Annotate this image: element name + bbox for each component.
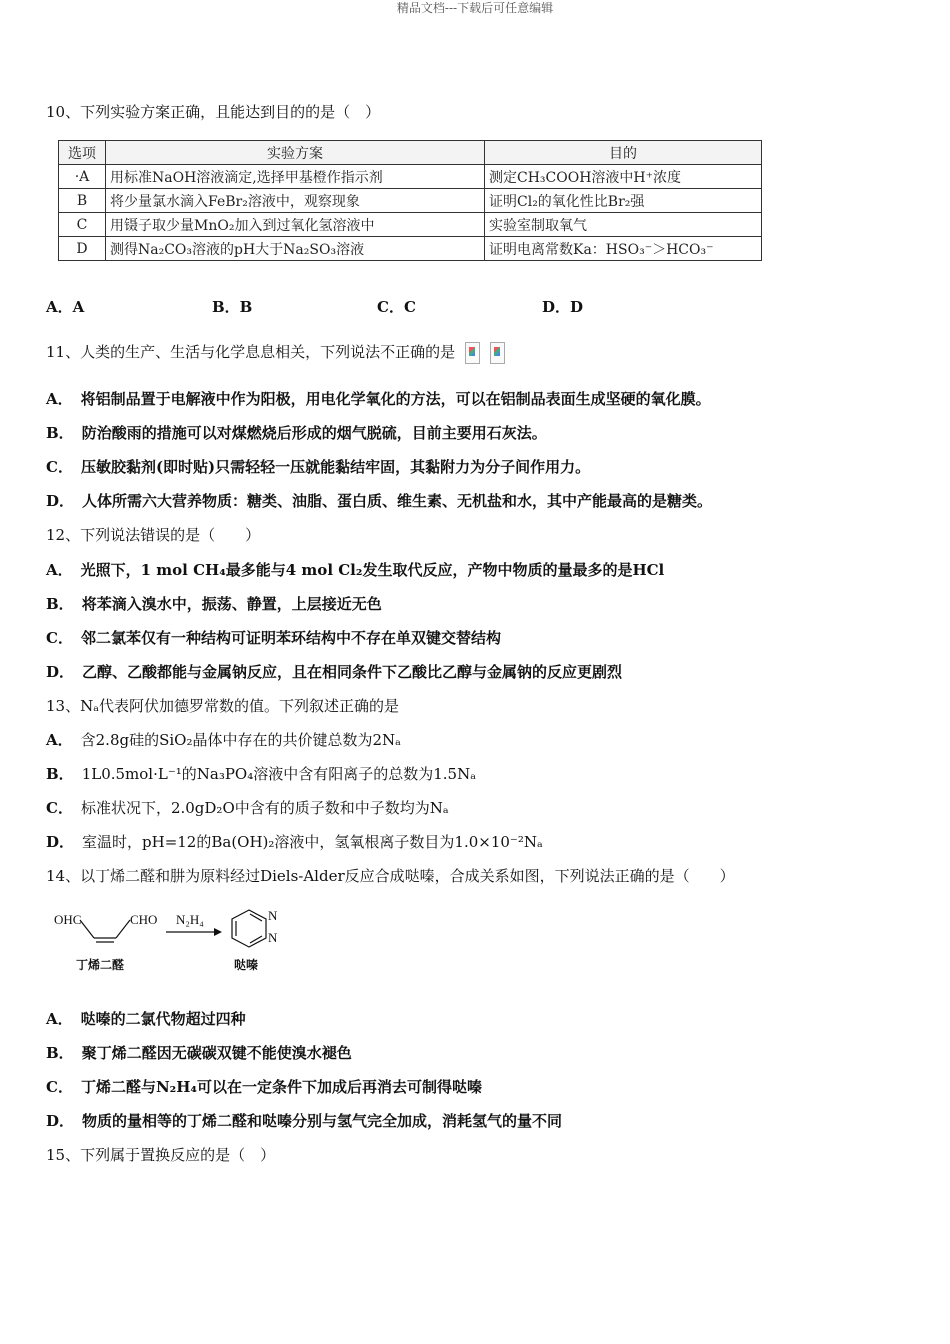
table-header-cell: 选项 — [59, 141, 106, 165]
option-label: C． — [46, 1078, 73, 1096]
option-label: D． — [46, 1112, 75, 1130]
q14-option-d — [46, 1111, 562, 1131]
option-label: D． — [46, 492, 75, 510]
q10-choice-c: C．C — [377, 298, 416, 316]
table-row — [59, 165, 762, 189]
option-text: 聚丁烯二醛因无碳碳双键不能使溴水褪色 — [81, 1044, 352, 1062]
table-cell: 证明电离常数Ka：HSO₃⁻＞HCO₃⁻ — [485, 237, 762, 261]
option-text: 人体所需六大营养物质：糖类、油脂、蛋白质、维生素、无机盐和水，其中产能最高的是糖类。 — [82, 492, 713, 510]
q12-stem: 12、下列说法错误的是（ ） — [46, 526, 261, 544]
q14-stem: 14、以丁烯二醛和肼为原料经过Diels-Alder反应合成哒嗪，合成关系如图，下列说法正确的是（ ） — [46, 867, 735, 885]
q14-option-a — [46, 1009, 246, 1029]
q11-stem-line — [46, 342, 505, 364]
q12-option-a — [46, 560, 664, 580]
option-text: 物质的量相等的丁烯二醛和哒嗪分别与氢气完全加成，消耗氢气的量不同 — [82, 1112, 563, 1130]
option-text: 室温时，pH=12的Ba(OH)₂溶液中，氢氧根离子数目为1.0×10⁻²Nₐ — [82, 833, 543, 851]
option-text: 含2.8g硅的SiO₂晶体中存在的共价键总数为2Nₐ — [80, 731, 401, 749]
reaction-diagram — [54, 900, 294, 960]
option-label: D． — [46, 833, 75, 851]
table-cell: 实验室制取氧气 — [485, 213, 762, 237]
reactant-name: 丁烯二醛 — [76, 958, 125, 972]
option-label: B． — [46, 424, 74, 442]
table-cell: 测得Na₂CO₃溶液的pH大于Na₂SO₃溶液 — [106, 237, 485, 261]
table-cell: 用镊子取少量MnO₂加入到过氧化氢溶液中 — [106, 213, 485, 237]
table-header-row — [59, 141, 762, 165]
option-text: 乙醇、乙酸都能与金属钠反应，且在相同条件下乙酸比乙醇与金属钠的反应更剧烈 — [82, 663, 623, 681]
option-label: A． — [46, 731, 73, 749]
q10-stem: 10、下列实验方案正确，且能达到目的的是（ ） — [46, 103, 381, 121]
option-label: B． — [46, 595, 74, 613]
q11-option-d — [46, 491, 712, 511]
table-row — [59, 189, 762, 213]
option-text: 邻二氯苯仅有一种结构可证明苯环结构中不存在单双键交替结构 — [80, 629, 501, 647]
product-name: 哒嗪 — [234, 958, 259, 972]
q15-stem: 15、下列属于置换反应的是（ ） — [46, 1146, 276, 1164]
q10-choice-a: A．A — [46, 298, 85, 316]
option-label: A． — [46, 390, 73, 408]
q11-option-b — [46, 423, 547, 443]
broken-image-icon — [490, 342, 505, 364]
option-label: C． — [46, 799, 73, 817]
q13-option-a — [46, 730, 401, 750]
q10-choice-d: D．D — [542, 298, 584, 316]
table-row — [59, 237, 762, 261]
q12-option-d — [46, 662, 622, 682]
q12-option-c — [46, 628, 501, 648]
q11-option-c — [46, 457, 590, 477]
table-cell: B — [59, 189, 106, 213]
option-text: 光照下，1 mol CH₄最多能与4 mol Cl₂发生取代反应，产物中物质的量最多的是HCl — [80, 561, 665, 579]
option-label: D． — [46, 663, 75, 681]
table-cell: 测定CH₃COOH溶液中H⁺浓度 — [485, 165, 762, 189]
q12-option-b — [46, 594, 382, 614]
table-header-cell: 目的 — [485, 141, 762, 165]
nitrogen-label: N — [268, 930, 278, 945]
q11-stem: 11、人类的生产、生活与化学息息相关，下列说法不正确的是 — [46, 343, 456, 361]
option-text: 1L0.5mol·L⁻¹的Na₃PO₄溶液中含有阳离子的总数为1.5Nₐ — [81, 765, 477, 783]
table-header-cell: 实验方案 — [106, 141, 485, 165]
table-cell: D — [59, 237, 106, 261]
option-label: C． — [46, 458, 73, 476]
q10-choice-b: B．B — [212, 298, 253, 316]
option-text: 压敏胶黏剂(即时贴)只需轻轻一压就能黏结牢固，其黏附力为分子间作用力。 — [80, 458, 591, 476]
q13-option-b — [46, 764, 476, 784]
table-cell: 证明Cl₂的氧化性比Br₂强 — [485, 189, 762, 213]
table-cell: ·A — [59, 165, 106, 189]
broken-image-icon — [465, 342, 480, 364]
option-text: 标准状况下，2.0gD₂O中含有的质子数和中子数均为Nₐ — [80, 799, 449, 817]
cho-label: CHO — [130, 912, 158, 927]
table-cell: 用标准NaOH溶液滴定,选择甲基橙作指示剂 — [106, 165, 485, 189]
table-cell: 将少量氯水滴入FeBr₂溶液中，观察现象 — [106, 189, 485, 213]
option-label: B． — [46, 1044, 74, 1062]
option-label: B． — [46, 765, 74, 783]
option-text: 丁烯二醛与N₂H₄可以在一定条件下加成后再消去可制得哒嗪 — [80, 1078, 482, 1096]
q11-option-a — [46, 389, 711, 409]
option-label: A． — [46, 1010, 73, 1028]
page-header: 精品文档---下载后可任意编辑 — [396, 1, 554, 15]
option-text: 将苯滴入溴水中，振荡、静置，上层接近无色 — [81, 595, 382, 613]
table-row — [59, 213, 762, 237]
reaction-scheme — [54, 900, 294, 980]
q14-option-c — [46, 1077, 482, 1097]
q13-option-d — [46, 832, 543, 852]
option-text: 防治酸雨的措施可以对煤燃烧后形成的烟气脱硫，目前主要用石灰法。 — [81, 424, 547, 442]
q13-stem: 13、Nₐ代表阿伏加德罗常数的值。下列叙述正确的是 — [46, 697, 400, 715]
ohc-label: OHC — [54, 912, 82, 927]
q10-table — [58, 140, 762, 261]
q14-option-b — [46, 1043, 352, 1063]
option-text: 将铝制品置于电解液中作为阳极，用电化学氧化的方法，可以在铝制品表面生成坚硬的氧化膜。 — [80, 390, 711, 408]
option-label: C． — [46, 629, 73, 647]
reagent-label: N₂H₄ — [176, 912, 204, 927]
option-label: A． — [46, 561, 73, 579]
table-cell: C — [59, 213, 106, 237]
q13-option-c — [46, 798, 449, 818]
option-text: 哒嗪的二氯代物超过四种 — [80, 1010, 246, 1028]
nitrogen-label: N — [268, 908, 278, 923]
